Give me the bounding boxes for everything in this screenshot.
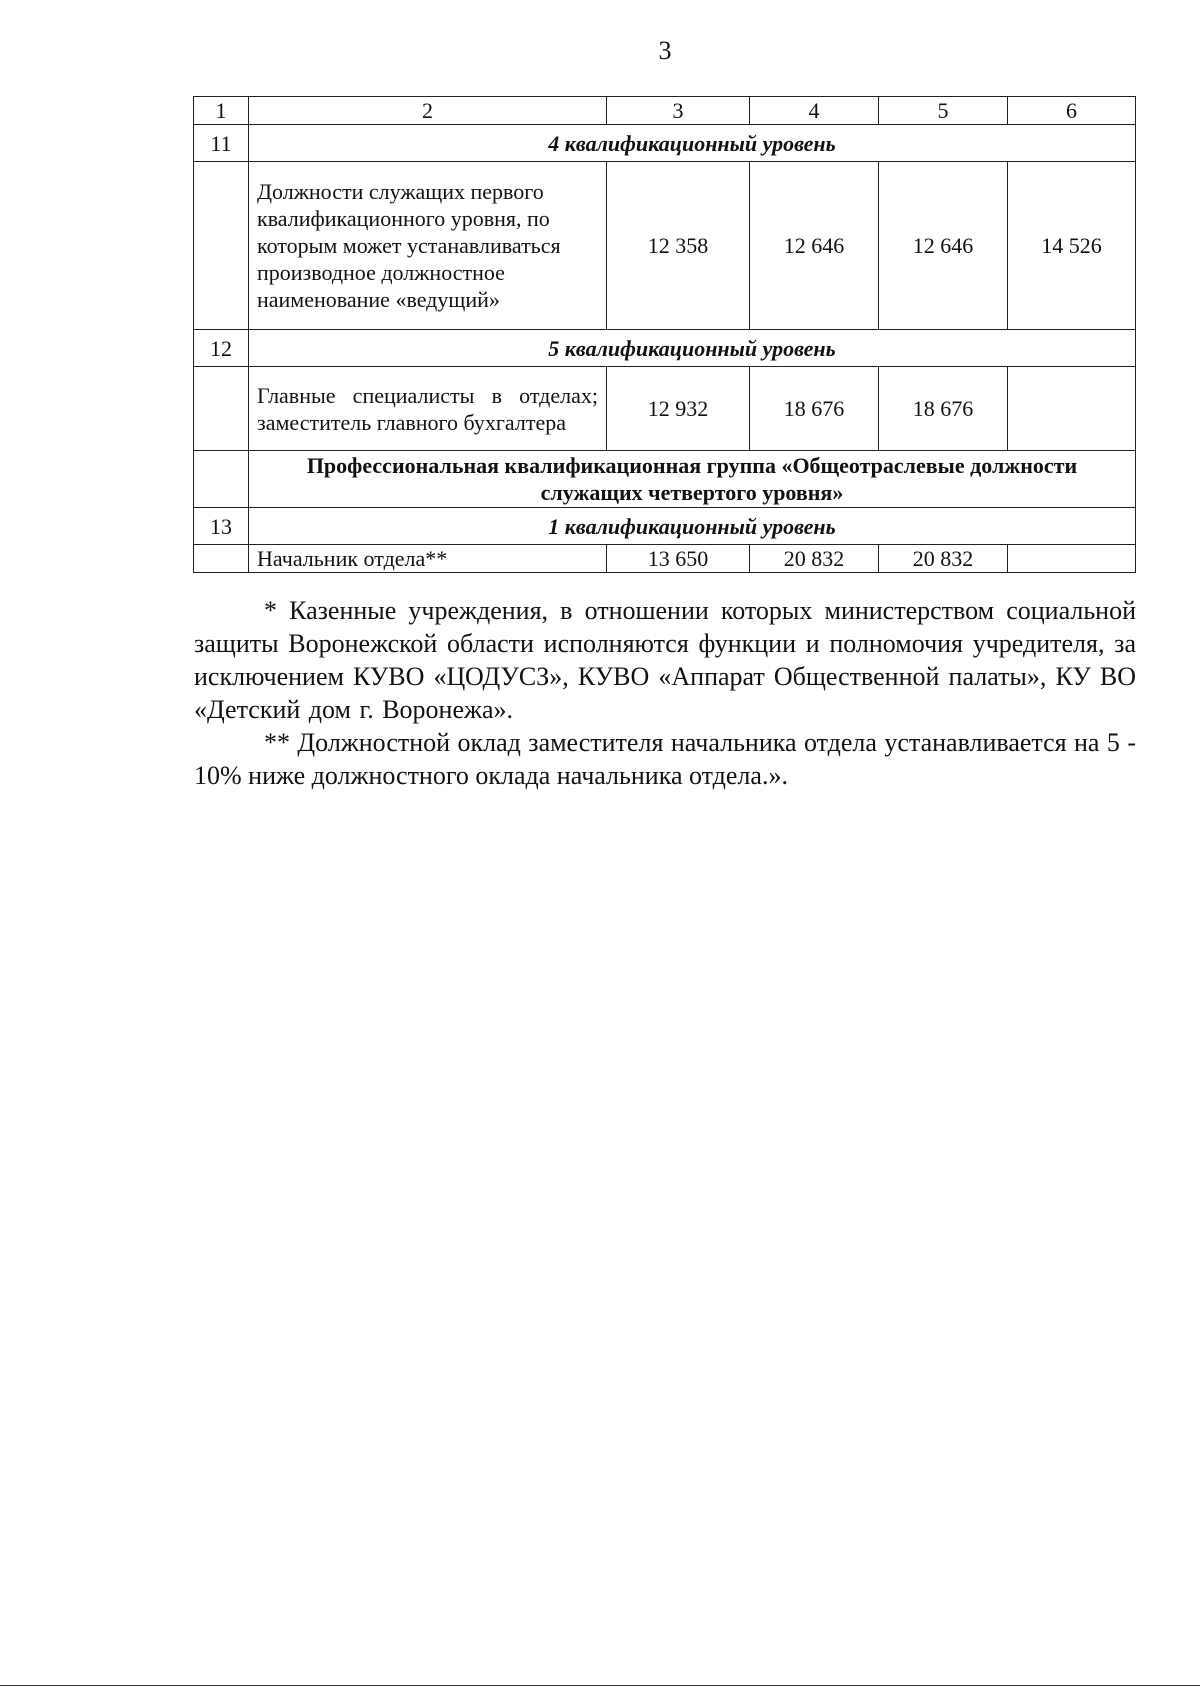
salary-value: 20 832 bbox=[879, 545, 1008, 573]
table-row bbox=[194, 162, 1136, 330]
level-row bbox=[194, 508, 1136, 545]
column-number: 3 bbox=[607, 97, 750, 125]
empty-cell bbox=[194, 451, 249, 508]
table-row bbox=[194, 367, 1136, 451]
column-number: 5 bbox=[879, 97, 1008, 125]
column-number: 2 bbox=[249, 97, 607, 125]
empty-cell bbox=[194, 545, 249, 573]
row-number: 13 bbox=[194, 508, 249, 545]
level-row bbox=[194, 330, 1136, 367]
salary-value: 12 358 bbox=[607, 162, 750, 330]
position-name: Начальник отдела** bbox=[249, 545, 607, 573]
empty-cell bbox=[194, 162, 249, 330]
column-number-row bbox=[194, 97, 1136, 125]
level-title: 4 квалификационный уровень bbox=[249, 125, 1136, 162]
page-bottom-rule bbox=[0, 1685, 1200, 1686]
column-number: 1 bbox=[194, 97, 249, 125]
salary-value: 20 832 bbox=[750, 545, 879, 573]
footnotes bbox=[194, 594, 1136, 792]
position-name: Главные специалисты в отделах; заместитель главного бухгалтера bbox=[249, 367, 607, 451]
column-number: 6 bbox=[1008, 97, 1136, 125]
position-name: Должности служащих первого квалификационного уровня, по которым может устанавливаться производное должностное наименование «ведущий» bbox=[249, 162, 607, 330]
salary-value: 12 646 bbox=[750, 162, 879, 330]
footnote-deputy-salary: ** Должностной оклад заместителя начальника отдела устанавливается на 5 - 10% ниже должностного оклада начальника отдела.». bbox=[194, 728, 1136, 790]
group-row bbox=[194, 451, 1136, 508]
row-number: 12 bbox=[194, 330, 249, 367]
column-number: 4 bbox=[750, 97, 879, 125]
level-title: 1 квалификационный уровень bbox=[249, 508, 1136, 545]
salary-value: 13 650 bbox=[607, 545, 750, 573]
salary-value: 12 932 bbox=[607, 367, 750, 451]
level-title: 5 квалификационный уровень bbox=[249, 330, 1136, 367]
level-row bbox=[194, 125, 1136, 162]
group-title: Профессиональная квалификационная группа «Общеотраслевые должности служащих четвертого уровня» bbox=[249, 451, 1136, 508]
salary-value bbox=[1008, 367, 1136, 451]
row-number: 11 bbox=[194, 125, 249, 162]
footnote-institutions: * Казенные учреждения, в отношении которых министерством социальной защиты Воронежской области исполняются функции и полномочия учредителя, за исключением КУВО «ЦОДУСЗ», КУВО «Аппарат Общественной палаты», КУ ВО «Детский дом г. Воронежа». bbox=[194, 596, 1136, 724]
page-number: 3 bbox=[658, 36, 672, 65]
salary-value: 14 526 bbox=[1008, 162, 1136, 330]
salary-table bbox=[193, 96, 1136, 573]
salary-value: 18 676 bbox=[879, 367, 1008, 451]
salary-value: 12 646 bbox=[879, 162, 1008, 330]
salary-value bbox=[1008, 545, 1136, 573]
empty-cell bbox=[194, 367, 249, 451]
table-row bbox=[194, 545, 1136, 573]
salary-value: 18 676 bbox=[750, 367, 879, 451]
